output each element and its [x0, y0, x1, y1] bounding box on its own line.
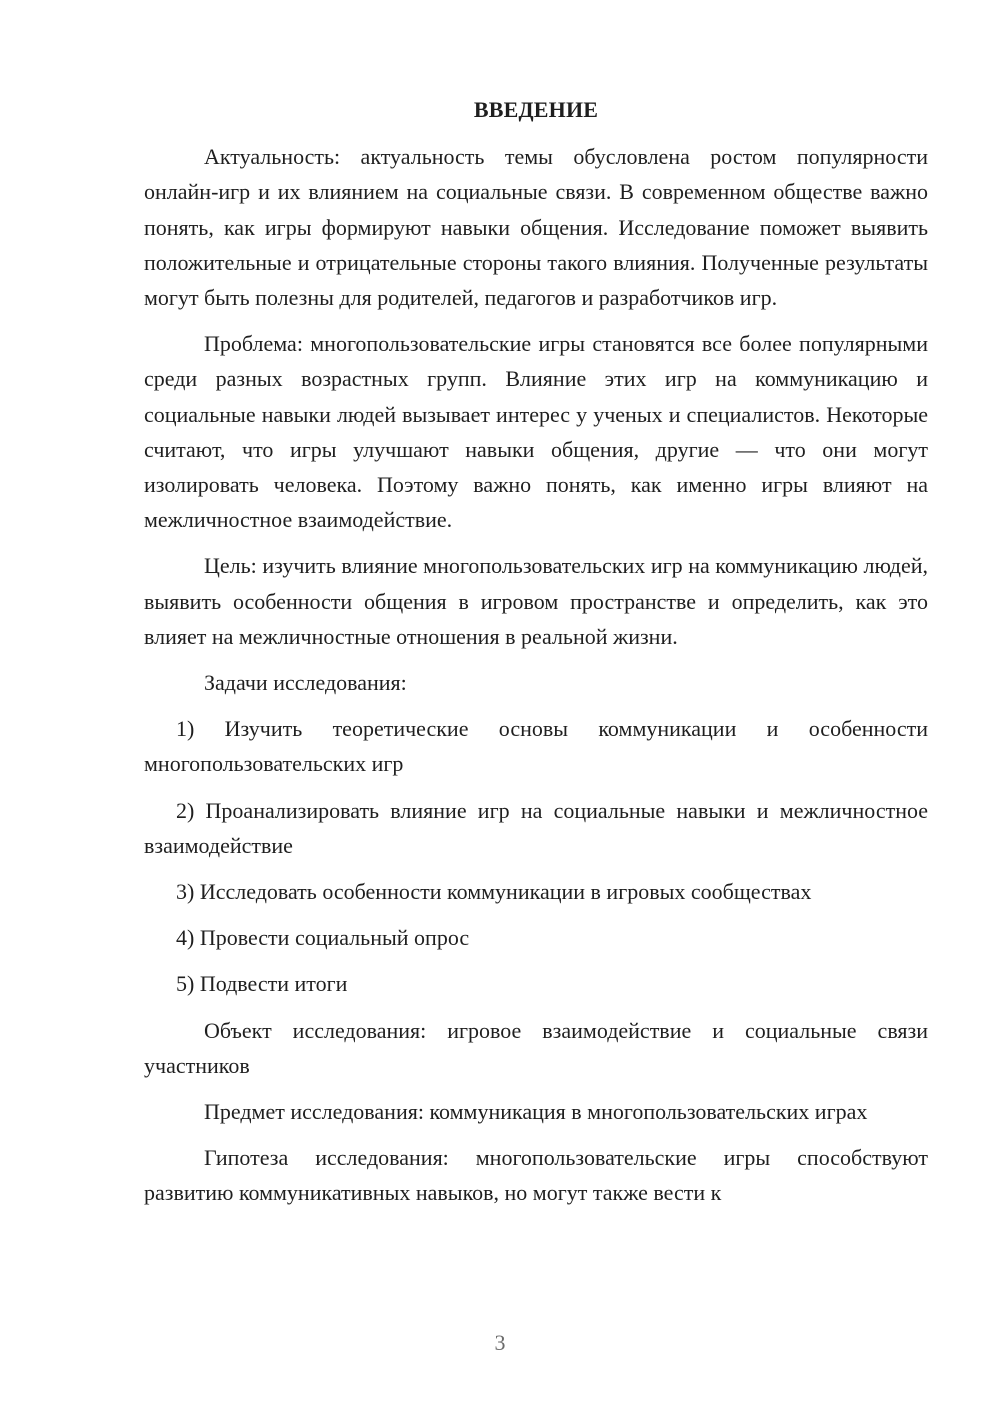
task-item: 1) Изучить теоретические основы коммуникации и особенности многопользовательских игр: [144, 716, 928, 777]
task-item: 2) Проанализировать влияние игр на социальные навыки и межличностное взаимодействие: [144, 797, 928, 858]
problem-paragraph: Проблема: многопользовательские игры становятся все более популярными среди разных возрастных групп. Влияние этих игр на коммуникацию и социальные навыки людей вызывает интерес у ученых и специалистов. Некоторые считают, что игры улучшают навыки общения, другие — что они могут изолировать человека. Поэтому важно понять, как именно игры влияют на межличностное взаимодействие.: [144, 331, 928, 533]
relevance-paragraph: Актуальность: актуальность темы обусловлена ростом популярности онлайн-игр и их влиянием на социальные связи. В современном обществе важно понять, как игры формируют навыки общения. Исследование поможет выявить положительные и отрицательные стороны такого влияния. Полученные результаты могут быть полезны для родителей, педагогов и разработчиков игр.: [144, 144, 928, 311]
hypothesis-paragraph: Гипотеза исследования: многопользовательские игры способствуют развитию коммуникативных навыков, но могут также вести к: [144, 1145, 928, 1206]
task-item: 4) Провести социальный опрос: [176, 925, 470, 951]
tasks-heading: Задачи исследования:: [204, 670, 407, 696]
subject-paragraph: Предмет исследования: коммуникация в многопользовательских играх: [204, 1099, 868, 1125]
goal-paragraph: Цель: изучить влияние многопользовательских игр на коммуникацию людей, выявить особенности общения в игровом пространстве и определить, как это влияет на межличностные отношения в реальной жизни.: [144, 553, 928, 649]
task-item: 3) Исследовать особенности коммуникации в игровых сообществах: [176, 879, 812, 905]
object-paragraph: Объект исследования: игровое взаимодействие и социальные связи участников: [144, 1017, 928, 1078]
section-heading: ВВЕДЕНИЕ: [473, 97, 599, 122]
page-content: [144, 92, 928, 1222]
page-number: 3: [494, 1330, 506, 1355]
task-item: 5) Подвести итоги: [176, 971, 348, 997]
